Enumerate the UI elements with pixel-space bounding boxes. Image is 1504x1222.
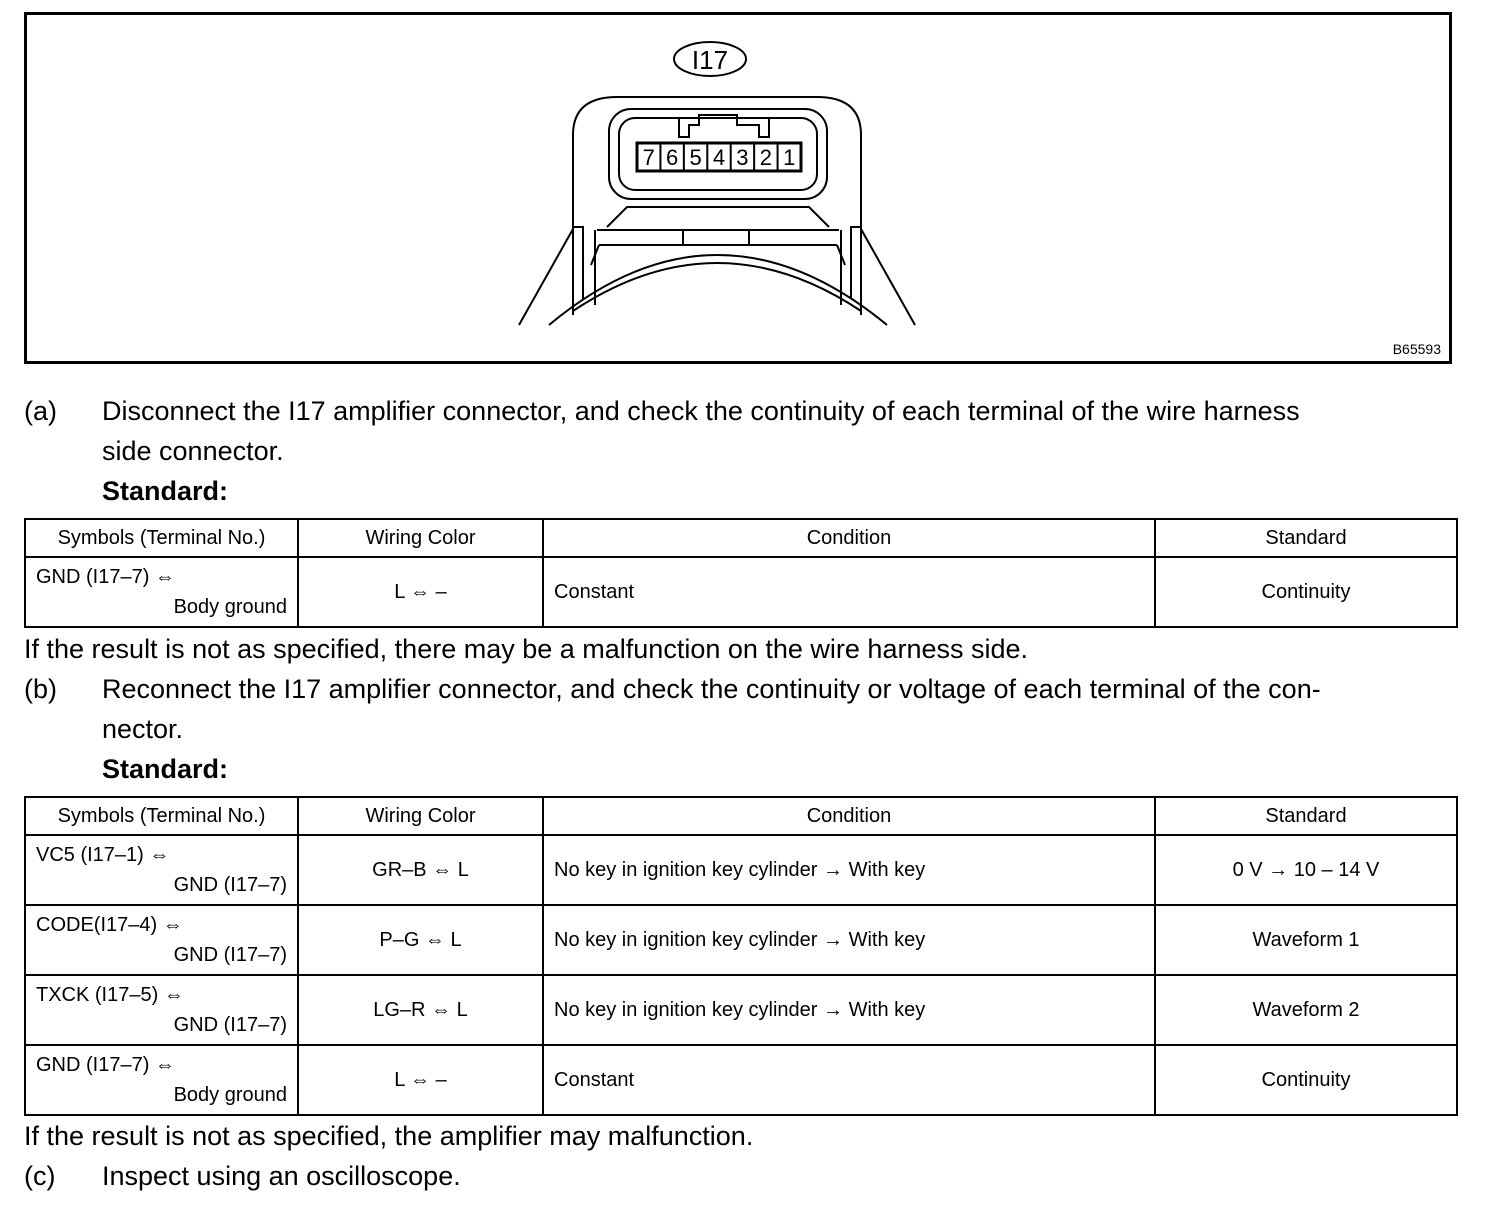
cell-condition: No key in ignition key cylinder → With key — [543, 905, 1155, 975]
symbol-line2: GND (I17–7) — [173, 1014, 287, 1036]
note-a: If the result is not as specified, there may be a malfunction on the wire harness side. — [24, 634, 1029, 664]
step-a-text2: side connector. — [102, 436, 284, 466]
note-b: If the result is not as specified, the amplifier may malfunction. — [24, 1121, 754, 1151]
cell-condition: No key in ignition key cylinder → With key — [543, 975, 1155, 1045]
symbol-line2: GND (I17–7) — [173, 944, 287, 966]
step-b-label: (b) — [24, 674, 57, 704]
header-wiring-color: Wiring Color — [298, 519, 543, 557]
header-condition: Condition — [543, 519, 1155, 557]
cell-condition: No key in ignition key cylinder → With key — [543, 835, 1155, 905]
step-a-standard-heading: Standard: — [102, 476, 229, 506]
cell-standard: Waveform 2 — [1155, 975, 1457, 1045]
table-b-header — [25, 797, 1457, 835]
connector-diagram — [27, 15, 1449, 361]
table-row — [25, 905, 1457, 975]
cell-standard: Continuity — [1155, 1045, 1457, 1115]
step-a-label: (a) — [24, 396, 57, 426]
cell-symbols — [25, 905, 298, 975]
step-c-text: Inspect using an oscilloscope. — [102, 1161, 461, 1191]
cell-symbols — [25, 557, 298, 627]
cell-standard: Continuity — [1155, 557, 1457, 627]
cell-wiring-color: P–G ⇔ L — [298, 905, 543, 975]
terminal-number: 1 — [783, 145, 796, 170]
terminal-number: 4 — [712, 145, 726, 170]
table-row — [25, 975, 1457, 1045]
header-wiring-color: Wiring Color — [298, 797, 543, 835]
cell-wiring-color: L ⇔ – — [298, 557, 543, 627]
step-b-text1: Reconnect the I17 amplifier connector, and check the continuity or voltage of each terminal of the con- — [102, 674, 1321, 704]
terminal-number: 5 — [689, 145, 702, 170]
cell-symbols — [25, 975, 298, 1045]
table-a — [24, 518, 1458, 628]
figure-id: B65593 — [1392, 341, 1441, 357]
table-row — [25, 557, 1457, 627]
header-standard: Standard — [1155, 797, 1457, 835]
step-b-line1 — [24, 669, 1321, 709]
cell-standard: Waveform 1 — [1155, 905, 1457, 975]
header-condition: Condition — [543, 797, 1155, 835]
connector-figure — [24, 12, 1452, 364]
terminal-number: 7 — [642, 145, 655, 170]
cell-wiring-color: GR–B ⇔ L — [298, 835, 543, 905]
symbol-line1: TXCK (I17–5) ⇔ — [36, 984, 184, 1006]
terminal-number: 2 — [759, 145, 772, 170]
header-standard: Standard — [1155, 519, 1457, 557]
cell-condition: Constant — [543, 1045, 1155, 1115]
table-row — [25, 1045, 1457, 1115]
cell-wiring-color: L ⇔ – — [298, 1045, 543, 1115]
step-a-line1 — [24, 391, 1300, 431]
symbol-line2: Body ground — [173, 596, 287, 618]
header-symbols: Symbols (Terminal No.) — [25, 797, 298, 835]
header-symbols: Symbols (Terminal No.) — [25, 519, 298, 557]
step-c-line — [24, 1156, 461, 1196]
table-row — [25, 835, 1457, 905]
cell-condition: Constant — [543, 557, 1155, 627]
symbol-line1: GND (I17–7) ⇔ — [36, 566, 175, 588]
cell-standard: 0 V → 10 – 14 V — [1155, 835, 1457, 905]
step-b-standard-heading: Standard: — [102, 754, 229, 784]
cell-wiring-color: LG–R ⇔ L — [298, 975, 543, 1045]
symbol-line1: VC5 (I17–1) ⇔ — [36, 844, 170, 866]
table-b — [24, 796, 1458, 1116]
table-a-header — [25, 519, 1457, 557]
cell-symbols — [25, 835, 298, 905]
symbol-line2: Body ground — [173, 1084, 287, 1106]
symbol-line1: GND (I17–7) ⇔ — [36, 1054, 175, 1076]
step-c-label: (c) — [24, 1161, 56, 1191]
terminal-number: 6 — [666, 145, 679, 170]
step-b-text2: nector. — [102, 714, 184, 744]
symbol-line1: CODE(I17–4) ⇔ — [36, 914, 183, 936]
step-a-text1: Disconnect the I17 amplifier connector, and check the continuity of each terminal of the wire harness — [102, 396, 1300, 426]
connector-label: I17 — [691, 45, 729, 75]
cell-symbols — [25, 1045, 298, 1115]
terminal-number: 3 — [736, 145, 749, 170]
symbol-line2: GND (I17–7) — [173, 874, 287, 896]
